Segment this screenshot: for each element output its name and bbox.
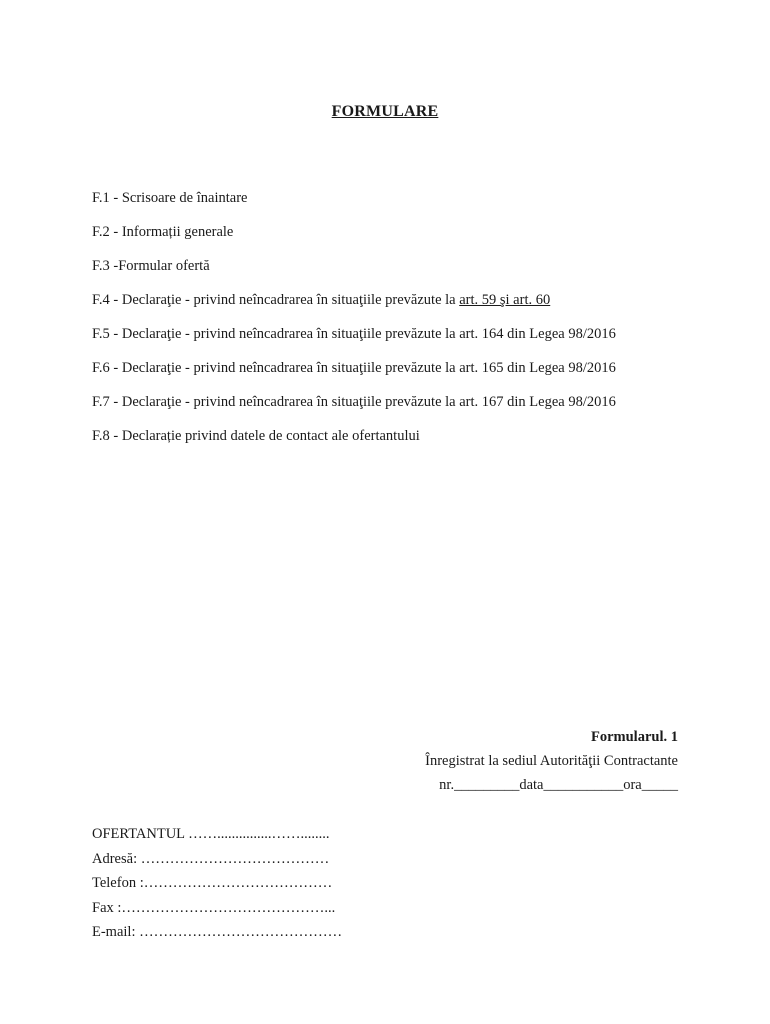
list-item-text: F.8 - Declarație privind datele de contact ale ofertantului xyxy=(92,428,420,444)
address-field: Adresă: ………………………………… xyxy=(92,850,330,867)
list-item-f3 xyxy=(92,257,616,291)
list-item-text: F.5 - Declaraţie - privind neîncadrarea în situaţiile prevăzute la art. 164 din Legea 98/2016 xyxy=(92,326,616,342)
list-item-f7 xyxy=(92,393,616,427)
offerer-details xyxy=(92,822,342,945)
list-item-text: F.4 - Declaraţie - privind neîncadrarea în situaţiile prevăzute la xyxy=(92,292,460,308)
phone-field: Telefon :………………………………… xyxy=(92,875,333,891)
offerer-name-field: OFERTANTUL ……...............……........ xyxy=(92,826,330,842)
form-number: Formularul. 1 xyxy=(591,729,678,745)
list-item-text: F.1 - Scrisoare de înaintare xyxy=(92,190,248,206)
list-item-text: F.7 - Declaraţie - privind neîncadrarea în situaţiile prevăzute la art. 167 din Legea 98/2016 xyxy=(92,394,616,410)
list-item-f4 xyxy=(92,291,616,325)
list-item-f1 xyxy=(92,189,616,223)
list-item-f8 xyxy=(92,427,616,461)
registration-note: Înregistrat la sediul Autorităţii Contractante xyxy=(425,753,678,769)
fax-field: Fax :……………………………………... xyxy=(92,899,336,916)
registration-line: nr._________data___________ora_____ xyxy=(439,777,678,793)
list-item-f2 xyxy=(92,223,616,257)
list-item-text: F.2 - Informații generale xyxy=(92,224,234,240)
form-header xyxy=(425,725,678,797)
forms-list xyxy=(92,189,616,461)
list-item-f6 xyxy=(92,359,616,393)
page-title: FORMULARE xyxy=(331,103,439,120)
email-field: E-mail: …………………………………… xyxy=(92,924,343,940)
list-item-text: F.6 - Declaraţie - privind neîncadrarea în situaţiile prevăzute la art. 165 din Legea 98/2016 xyxy=(92,360,616,376)
list-item-text: F.3 -Formular ofertă xyxy=(92,258,210,274)
law-article-link[interactable]: art. 59 şi art. 60 xyxy=(459,292,551,308)
list-item-f5 xyxy=(92,325,616,359)
